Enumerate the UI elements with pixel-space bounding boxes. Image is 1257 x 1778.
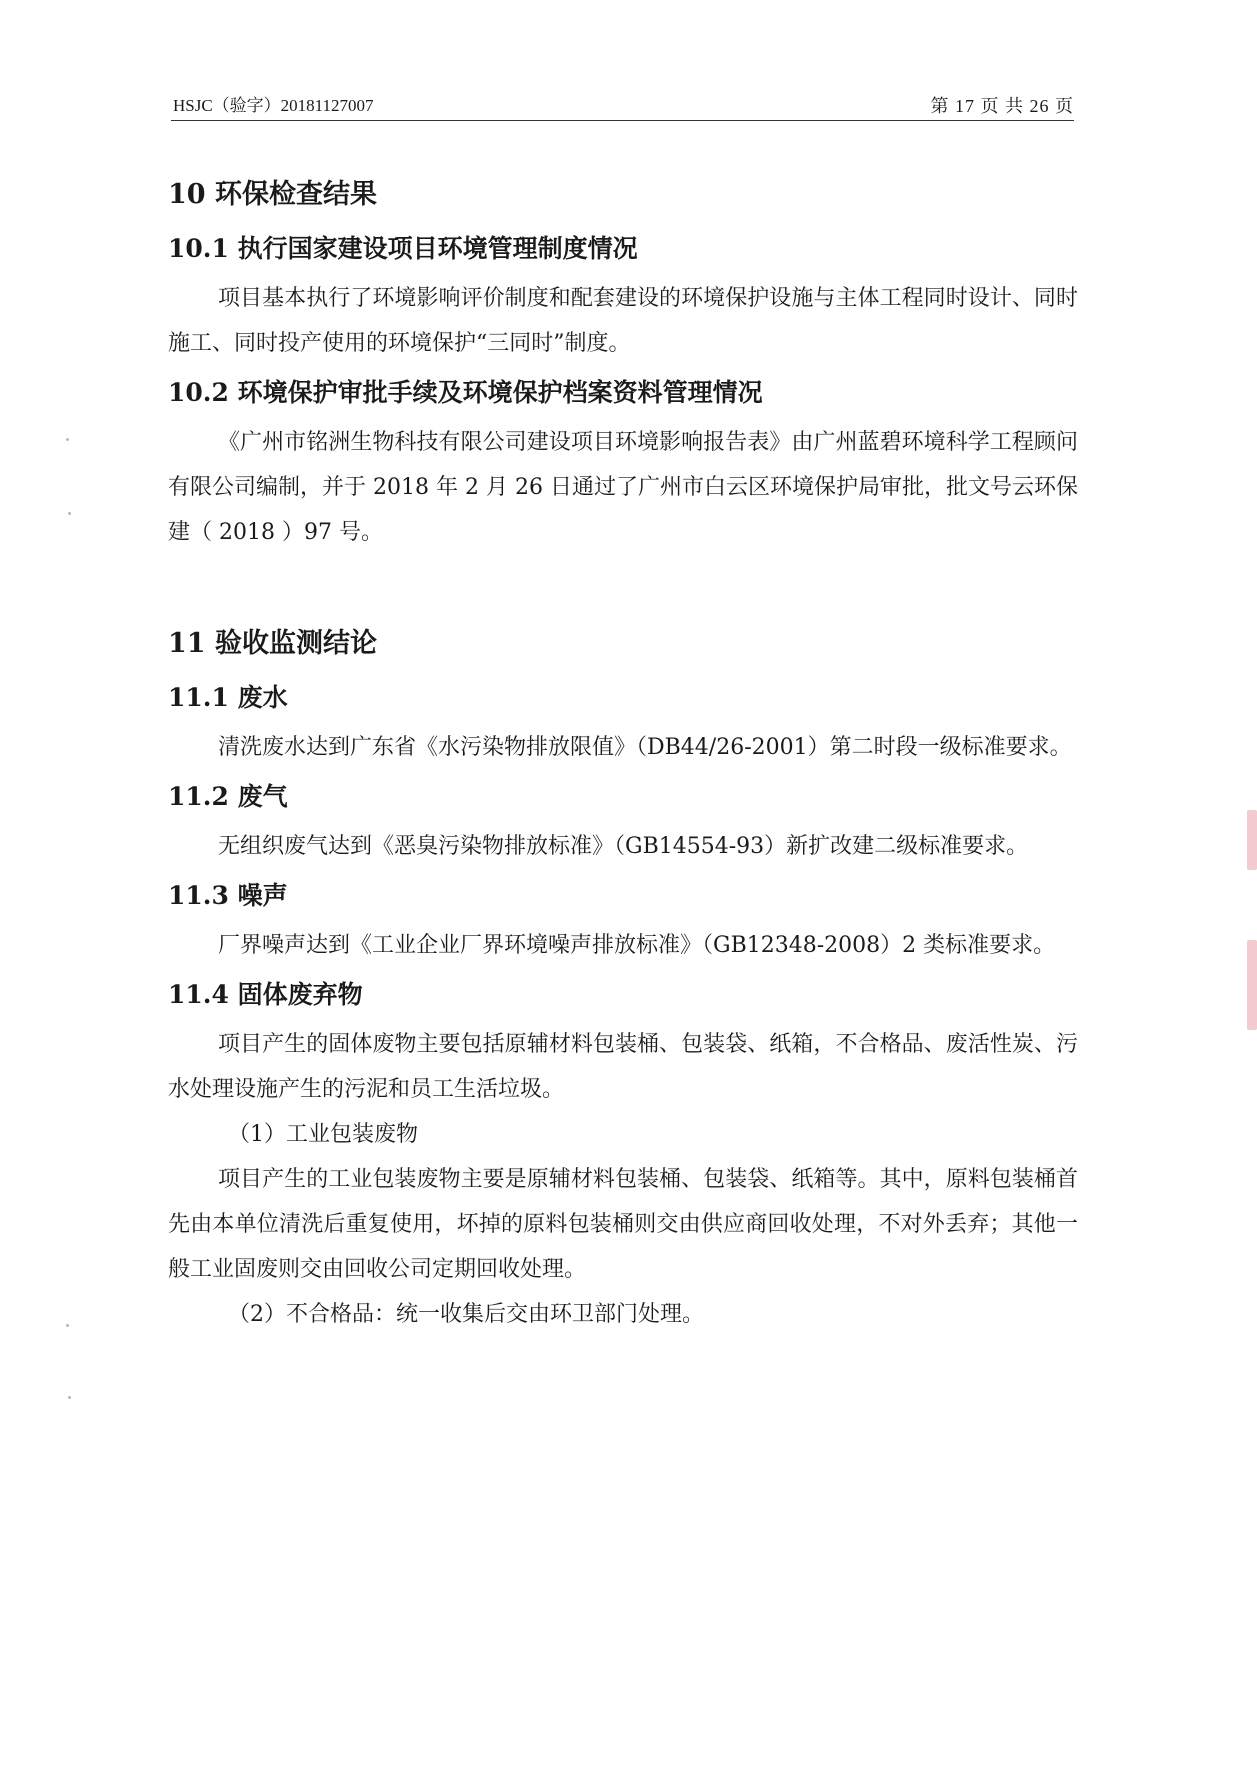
scan-speck: [68, 512, 71, 515]
section-11-2-paragraph: 无组织废气达到《恶臭污染物排放标准》（GB14554-93）新扩改建二级标准要求。: [218, 834, 1029, 859]
section-11-4-item-2: （2）不合格品：统一收集后交由环卫部门处理。: [228, 1302, 704, 1327]
section-11-4-item-1: （1）工业包装废物: [228, 1122, 418, 1147]
page-number: 第 17 页 共 26 页: [930, 96, 1074, 116]
page-body: [168, 168, 1078, 1337]
scan-speck: [66, 1324, 69, 1327]
section-11-3-title: 11.3 噪声: [168, 881, 288, 910]
section-11-2-title: 11.2 废气: [168, 782, 288, 811]
section-gap: [168, 555, 1078, 617]
section-11-1-paragraph: 清洗废水达到广东省《水污染物排放限值》（DB44/26-2001）第二时段一级标准要求。: [218, 735, 1072, 760]
section-10-2-title: 10.2 环境保护审批手续及环境保护档案资料管理情况: [168, 378, 763, 407]
section-11-4-paragraph-2: 项目产生的工业包装废物主要是原辅材料包装桶、包装袋、纸箱等。其中，原料包装桶首先由本单位清洗后重复使用，坏掉的原料包装桶则交由供应商回收处理，不对外丢弃；其他一般工业固废则交由回收公司定期回收处理。: [168, 1167, 1078, 1282]
section-10-1-title: 10.1 执行国家建设项目环境管理制度情况: [168, 234, 638, 263]
section-11-1-title: 11.1 废水: [168, 683, 288, 712]
seal-edge-mark: [1247, 940, 1257, 1030]
scan-speck: [68, 1396, 71, 1399]
seal-edge-mark: [1247, 810, 1257, 870]
page-header: [171, 90, 1074, 121]
scan-speck: [66, 438, 69, 441]
section-10-2-paragraph: 《广州市铭洲生物科技有限公司建设项目环境影响报告表》由广州蓝碧环境科学工程顾问有限公司编制，并于 2018 年 2 月 26 日通过了广州市白云区环境保护局审批，批文号云环保建（ 2018 ）97 号。: [168, 430, 1078, 545]
report-number: HSJC（验字）20181127007: [173, 96, 374, 115]
section-10-title: 10 环保检查结果: [168, 179, 377, 210]
section-10-1-paragraph: 项目基本执行了环境影响评价制度和配套建设的环境保护设施与主体工程同时设计、同时施工、同时投产使用的环境保护“三同时”制度。: [168, 286, 1078, 356]
section-11-title: 11 验收监测结论: [168, 628, 377, 659]
section-11-4-paragraph-1: 项目产生的固体废物主要包括原辅材料包装桶、包装袋、纸箱，不合格品、废活性炭、污水处理设施产生的污泥和员工生活垃圾。: [168, 1032, 1078, 1102]
section-11-3-paragraph: 厂界噪声达到《工业企业厂界环境噪声排放标准》（GB12348-2008）2 类标准要求。: [218, 933, 1056, 958]
section-11-4-title: 11.4 固体废弃物: [168, 980, 363, 1009]
